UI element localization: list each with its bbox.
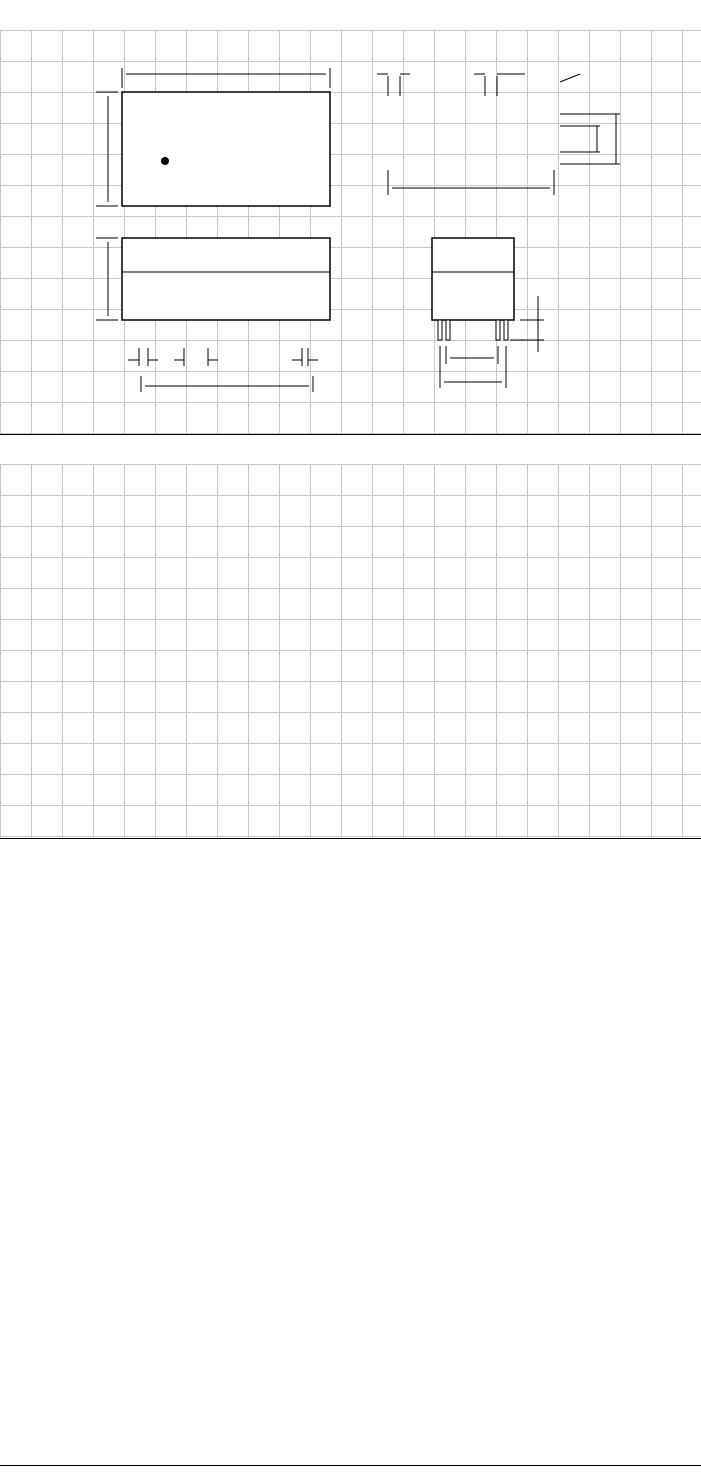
schematic-drawing (0, 464, 701, 838)
section-electrical-title (0, 838, 701, 868)
section-schematics-title (0, 434, 701, 464)
spec-list (0, 868, 701, 1460)
mechanical-drawing (0, 30, 701, 434)
bottom-rule (0, 1465, 701, 1466)
section-mechanical-title (0, 0, 701, 30)
